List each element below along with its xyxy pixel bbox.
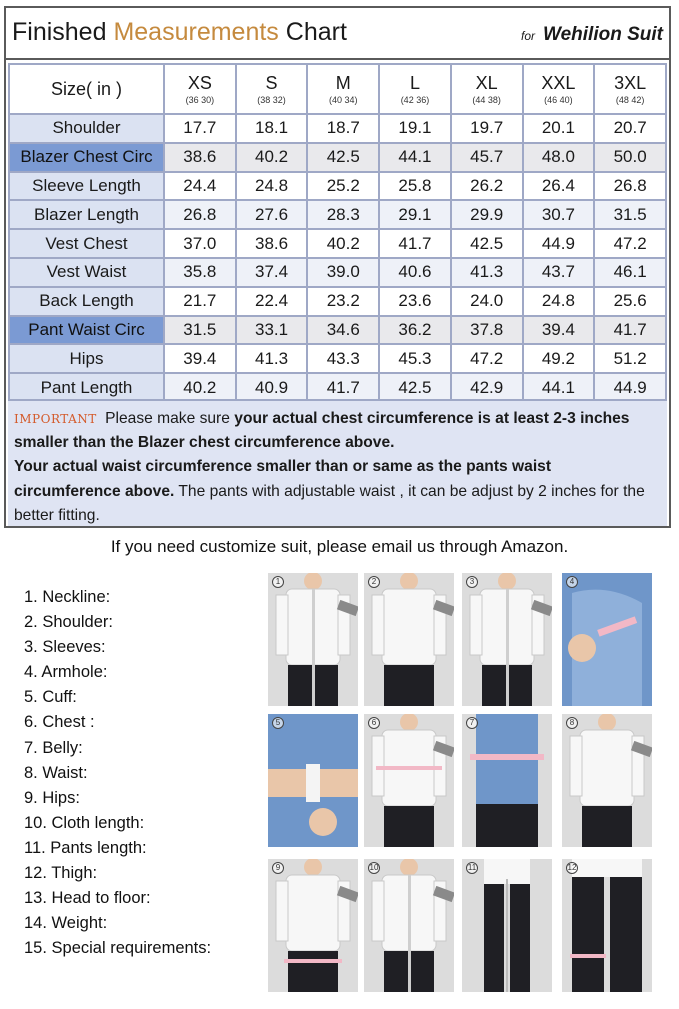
table-cell: 45.7 (451, 143, 523, 172)
table-cell: 23.2 (307, 287, 379, 316)
photo-number: 1 (272, 576, 284, 588)
table-row (9, 200, 666, 229)
note-bold-waist: Your actual waist circumference smaller than or same as the pants waist circumference above. (14, 458, 552, 500)
table-row (9, 114, 666, 143)
table-cell: 50.0 (594, 143, 666, 172)
table-cell: 40.2 (236, 143, 308, 172)
table-cell: 45.3 (379, 344, 451, 373)
chart-title-bar (6, 8, 669, 60)
row-label: Hips (9, 344, 164, 373)
table-row (9, 316, 666, 345)
table-row (9, 258, 666, 287)
measurement-item: 10. Cloth length: (24, 813, 145, 832)
chart-title (12, 18, 347, 47)
size-col: S (38 32) (236, 64, 308, 114)
row-label: Vest Waist (9, 258, 164, 287)
table-cell: 41.7 (379, 229, 451, 258)
table-cell: 25.6 (594, 287, 666, 316)
person-figure-icon (462, 714, 552, 847)
table-cell: 29.9 (451, 200, 523, 229)
size-col: M (40 34) (307, 64, 379, 114)
table-cell: 37.4 (236, 258, 308, 287)
table-cell: 18.7 (307, 114, 379, 143)
table-cell: 24.8 (236, 172, 308, 201)
table-cell: 26.8 (164, 200, 236, 229)
note-text: Please make sure (100, 410, 235, 427)
table-cell: 40.2 (307, 229, 379, 258)
measurement-item: 15. Special requirements: (24, 939, 212, 958)
table-cell: 19.7 (451, 114, 523, 143)
person-figure-icon (364, 714, 454, 847)
note-text-adjust: The pants with adjustable waist , it can be adjust by 2 inches for the better fitting. (14, 482, 645, 524)
table-cell: 44.1 (379, 143, 451, 172)
photo-number: 10 (369, 863, 379, 872)
person-figure-icon (364, 573, 454, 706)
measurement-photo (268, 714, 358, 847)
table-cell: 34.6 (307, 316, 379, 345)
table-cell: 21.7 (164, 287, 236, 316)
measurement-photo (364, 573, 454, 706)
size-col: XL (44 38) (451, 64, 523, 114)
measurement-item: 14. Weight: (24, 914, 108, 933)
table-row (9, 229, 666, 258)
person-figure-icon (562, 859, 652, 992)
photo-number: 6 (368, 717, 380, 729)
table-cell: 40.6 (379, 258, 451, 287)
table-cell: 31.5 (594, 200, 666, 229)
table-cell: 41.3 (451, 258, 523, 287)
measurement-list (24, 585, 274, 961)
size-col: XS (36 30) (164, 64, 236, 114)
table-cell: 26.8 (594, 172, 666, 201)
table-cell: 42.5 (451, 229, 523, 258)
table-cell: 42.5 (379, 373, 451, 402)
table-cell: 19.1 (379, 114, 451, 143)
table-cell: 47.2 (594, 229, 666, 258)
person-figure-icon (364, 859, 454, 992)
table-cell: 31.5 (164, 316, 236, 345)
measurement-photo (562, 859, 652, 992)
measurement-photo (364, 859, 454, 992)
photo-number: 9 (272, 862, 284, 874)
row-label: Vest Chest (9, 229, 164, 258)
row-label: Shoulder (9, 114, 164, 143)
person-figure-icon (462, 573, 552, 706)
size-header: Size( in ) (9, 64, 164, 114)
measurement-item: 7. Belly: (24, 738, 83, 757)
size-col: 3XL (48 42) (594, 64, 666, 114)
measurement-photo (562, 573, 652, 706)
table-cell: 20.1 (523, 114, 595, 143)
table-row (9, 143, 666, 172)
table-cell: 43.3 (307, 344, 379, 373)
table-cell: 36.2 (379, 316, 451, 345)
row-label: Sleeve Length (9, 172, 164, 201)
important-label: IMPORTANT (14, 412, 97, 426)
title-accent: Measurements (113, 18, 279, 46)
brand-for: for (521, 29, 536, 43)
size-col: L (42 36) (379, 64, 451, 114)
table-cell: 27.6 (236, 200, 308, 229)
table-cell: 39.0 (307, 258, 379, 287)
table-cell: 39.4 (523, 316, 595, 345)
table-cell: 41.3 (236, 344, 308, 373)
measurement-photo (268, 573, 358, 706)
measurement-photo (462, 573, 552, 706)
table-cell: 25.8 (379, 172, 451, 201)
table-cell: 24.4 (164, 172, 236, 201)
photo-number: 3 (466, 576, 478, 588)
measurement-item: 1. Neckline: (24, 588, 111, 606)
table-row (9, 287, 666, 316)
note-bold-chest: your actual chest circumference is at least 2-3 inches smaller than the Blazer chest circumference above. (14, 410, 630, 452)
row-label: Back Length (9, 287, 164, 316)
measurement-photo (364, 714, 454, 847)
row-label: Pant Waist Circ (9, 316, 164, 345)
table-cell: 17.7 (164, 114, 236, 143)
photo-number: 5 (272, 717, 284, 729)
table-cell: 18.1 (236, 114, 308, 143)
table-cell: 39.4 (164, 344, 236, 373)
important-note (8, 399, 667, 526)
table-cell: 29.1 (379, 200, 451, 229)
person-figure-icon (462, 859, 552, 992)
measurement-item: 4. Armhole: (24, 663, 108, 682)
table-cell: 44.1 (523, 373, 595, 402)
person-figure-icon (268, 573, 358, 706)
table-cell: 28.3 (307, 200, 379, 229)
table-cell: 35.8 (164, 258, 236, 287)
measurement-item: 6. Chest : (24, 713, 95, 732)
table-cell: 42.9 (451, 373, 523, 402)
table-cell: 48.0 (523, 143, 595, 172)
person-figure-icon (562, 714, 652, 847)
measurement-item: 2. Shoulder: (24, 613, 113, 632)
brand-label (521, 24, 663, 46)
table-cell: 33.1 (236, 316, 308, 345)
table-cell: 25.2 (307, 172, 379, 201)
photo-number: 8 (566, 717, 578, 729)
table-cell: 41.7 (307, 373, 379, 402)
size-col: XXL (46 40) (523, 64, 595, 114)
brand-name: Wehilion Suit (543, 24, 663, 45)
table-cell: 46.1 (594, 258, 666, 287)
table-cell: 42.5 (307, 143, 379, 172)
table-cell: 23.6 (379, 287, 451, 316)
customize-text: If you need customize suit, please email us through Amazon. (110, 537, 569, 556)
row-label: Blazer Chest Circ (9, 143, 164, 172)
table-cell: 40.2 (164, 373, 236, 402)
title-part2: Chart (278, 18, 347, 46)
title-part1: Finished (12, 18, 114, 46)
person-figure-icon (562, 573, 652, 706)
size-table (8, 63, 667, 403)
table-cell: 44.9 (523, 229, 595, 258)
row-label: Pant Length (9, 373, 164, 402)
measurement-item: 9. Hips: (24, 788, 80, 807)
measurement-photo (462, 859, 552, 992)
table-cell: 30.7 (523, 200, 595, 229)
table-cell: 41.7 (594, 316, 666, 345)
table-cell: 40.9 (236, 373, 308, 402)
photo-number: 2 (368, 576, 380, 588)
table-cell: 24.0 (451, 287, 523, 316)
table-cell: 47.2 (451, 344, 523, 373)
row-label: Blazer Length (9, 200, 164, 229)
table-row (9, 172, 666, 201)
size-header-row (9, 64, 666, 114)
table-cell: 43.7 (523, 258, 595, 287)
photo-number: 12 (567, 863, 577, 872)
table-cell: 24.8 (523, 287, 595, 316)
person-figure-icon (268, 714, 358, 847)
measurement-photo (462, 714, 552, 847)
table-cell: 38.6 (164, 143, 236, 172)
measurement-item: 8. Waist: (24, 763, 88, 782)
table-cell: 49.2 (523, 344, 595, 373)
measurement-item: 3. Sleeves: (24, 638, 106, 657)
table-cell: 20.7 (594, 114, 666, 143)
measurement-item: 12. Thigh: (24, 864, 98, 883)
table-cell: 22.4 (236, 287, 308, 316)
table-row (9, 344, 666, 373)
table-row (9, 373, 666, 402)
measurement-item: 11. Pants length: (24, 838, 147, 857)
table-cell: 26.4 (523, 172, 595, 201)
photo-number: 4 (566, 576, 578, 588)
table-cell: 37.0 (164, 229, 236, 258)
measurement-item: 13. Head to floor: (24, 889, 151, 908)
measurement-item: 5. Cuff: (24, 688, 77, 707)
measurement-photo (268, 859, 358, 992)
table-cell: 37.8 (451, 316, 523, 345)
table-cell: 38.6 (236, 229, 308, 258)
table-cell: 26.2 (451, 172, 523, 201)
measurement-photo (562, 714, 652, 847)
measurement-chart (4, 6, 671, 528)
table-cell: 44.9 (594, 373, 666, 402)
photo-number: 11 (467, 863, 477, 872)
photo-number: 7 (466, 717, 478, 729)
table-cell: 51.2 (594, 344, 666, 373)
person-figure-icon (268, 859, 358, 992)
